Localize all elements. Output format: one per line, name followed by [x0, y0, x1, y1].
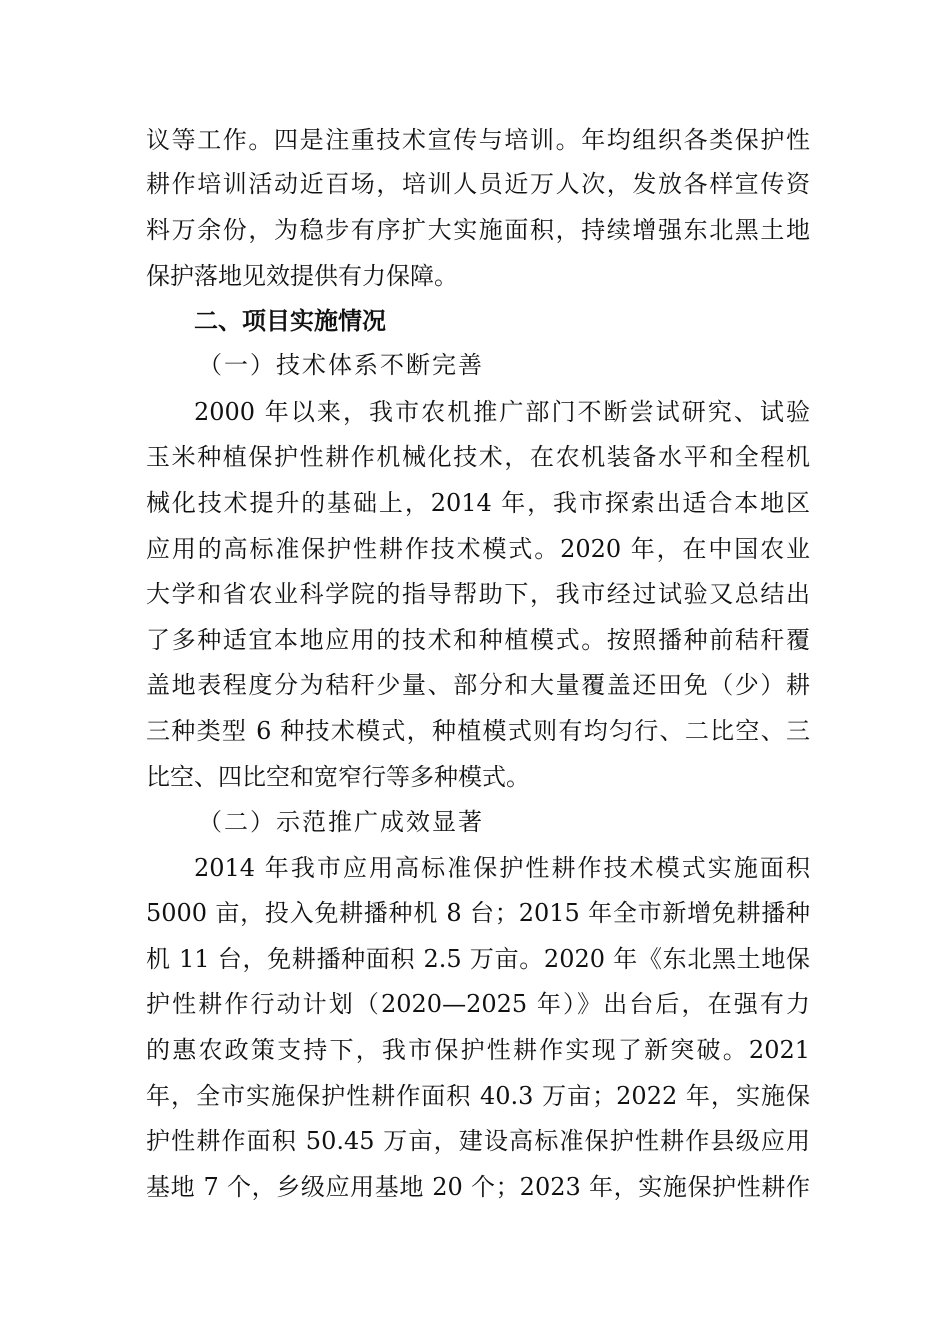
paragraph-line: 基地 7 个，乡级应用基地 20 个；2023 年，实施保护性耕作: [146, 1173, 810, 1201]
paragraph-line: 议等工作。四是注重技术宣传与培训。年均组织各类保护性: [146, 126, 810, 154]
paragraph-line: 保护落地见效提供有力保障。: [146, 262, 458, 290]
paragraph-line: 护性耕作行动计划（2020—2025 年）》出台后，在强有力: [146, 990, 810, 1018]
paragraph-line: 的惠农政策支持下，我市保护性耕作实现了新突破。2021: [146, 1036, 810, 1064]
paragraph-line: 盖地表程度分为秸秆少量、部分和大量覆盖还田免（少）耕: [146, 671, 810, 699]
paragraph-line: 大学和省农业科学院的指导帮助下，我市经过试验又总结出: [146, 580, 810, 608]
paragraph-line: 5000 亩，投入免耕播种机 8 台；2015 年全市新增免耕播种: [146, 899, 810, 927]
subsection-heading: （一）技术体系不断完善: [198, 351, 484, 379]
paragraph-line: 2000 年以来，我市农机推广部门不断尝试研究、试验: [194, 398, 810, 426]
paragraph-line: 护性耕作面积 50.45 万亩，建设高标准保护性耕作县级应用: [146, 1127, 810, 1155]
paragraph-line: 2014 年我市应用高标准保护性耕作技术模式实施面积: [194, 854, 810, 882]
paragraph-line: 械化技术提升的基础上，2014 年，我市探索出适合本地区: [146, 489, 810, 517]
paragraph-line: 机 11 台，免耕播种面积 2.5 万亩。2020 年《东北黑土地保: [146, 945, 810, 973]
paragraph-line: 料万余份，为稳步有序扩大实施面积，持续增强东北黑土地: [146, 216, 810, 244]
paragraph-line: 三种类型 6 种技术模式，种植模式则有均匀行、二比空、三: [146, 717, 810, 745]
paragraph-line: 应用的高标准保护性耕作技术模式。2020 年，在中国农业: [146, 535, 810, 563]
paragraph-line: 耕作培训活动近百场，培训人员近万人次，发放各样宣传资: [146, 170, 810, 198]
paragraph-line: 年，全市实施保护性耕作面积 40.3 万亩；2022 年，实施保: [146, 1082, 810, 1110]
paragraph-line: 比空、四比空和宽窄行等多种模式。: [146, 763, 530, 791]
subsection-heading: （二）示范推广成效显著: [198, 808, 484, 836]
paragraph-line: 了多种适宜本地应用的技术和种植模式。按照播种前秸秆覆: [146, 626, 810, 654]
section-heading: 二、项目实施情况: [194, 307, 386, 335]
paragraph-line: 玉米种植保护性耕作机械化技术，在农机装备水平和全程机: [146, 443, 810, 471]
